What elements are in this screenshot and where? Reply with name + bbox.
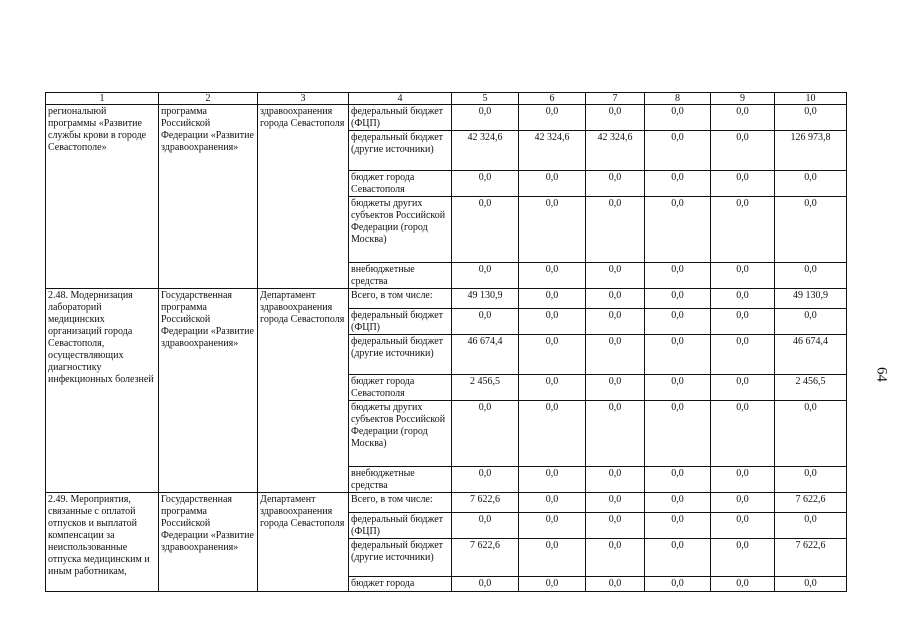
funding-source-cell: федеральный бюджет (ФЦП) <box>349 513 452 539</box>
funding-source-cell: федеральный бюджет (ФЦП) <box>349 105 452 131</box>
amount-cell: 0,0 <box>452 513 519 539</box>
amount-cell: 0,0 <box>519 197 586 263</box>
measure-name-cell: регионалыюй программы «Развитие службы крови в городе Севастополе» <box>46 105 159 289</box>
amount-cell: 0,0 <box>775 401 847 467</box>
table-body <box>46 105 847 592</box>
funding-source-cell: федеральный бюджет (другие источники) <box>349 539 452 577</box>
amount-cell: 0,0 <box>645 401 711 467</box>
amount-cell: 0,0 <box>519 263 586 289</box>
amount-cell: 0,0 <box>645 197 711 263</box>
amount-cell: 0,0 <box>452 197 519 263</box>
amount-cell: 0,0 <box>645 375 711 401</box>
amount-cell: 0,0 <box>586 289 645 309</box>
col-header-10: 10 <box>775 93 847 105</box>
amount-cell: 0,0 <box>452 309 519 335</box>
column-number-row <box>46 93 847 105</box>
amount-cell: 0,0 <box>519 105 586 131</box>
funding-source-cell: бюджеты других субъектов Российской Федерации (город Москва) <box>349 401 452 467</box>
funding-source-cell: Всего, в том числе: <box>349 289 452 309</box>
table-row <box>46 105 847 131</box>
amount-cell: 0,0 <box>711 513 775 539</box>
col-header-8: 8 <box>645 93 711 105</box>
funding-source-cell: федеральный бюджет (другие источники) <box>349 335 452 375</box>
amount-cell: 0,0 <box>645 263 711 289</box>
amount-cell: 7 622,6 <box>452 539 519 577</box>
amount-cell: 0,0 <box>775 171 847 197</box>
amount-cell: 0,0 <box>586 375 645 401</box>
amount-cell: 0,0 <box>519 375 586 401</box>
amount-cell: 0,0 <box>586 335 645 375</box>
amount-cell: 0,0 <box>645 289 711 309</box>
amount-cell: 0,0 <box>775 467 847 493</box>
amount-cell: 0,0 <box>586 401 645 467</box>
amount-cell: 7 622,6 <box>775 493 847 513</box>
program-cell: программа Российской Федерации «Развитие здравоохранения» <box>159 105 258 289</box>
amount-cell: 0,0 <box>519 513 586 539</box>
amount-cell: 0,0 <box>452 577 519 592</box>
amount-cell: 0,0 <box>519 171 586 197</box>
amount-cell: 7 622,6 <box>775 539 847 577</box>
amount-cell: 0,0 <box>586 263 645 289</box>
amount-cell: 0,0 <box>711 401 775 467</box>
amount-cell: 0,0 <box>775 309 847 335</box>
amount-cell: 0,0 <box>452 171 519 197</box>
funding-source-cell: внебюджетные средства <box>349 263 452 289</box>
budget-table <box>45 92 847 592</box>
amount-cell: 0,0 <box>711 131 775 171</box>
executor-cell: здравоохранения города Севастополя <box>258 105 349 289</box>
amount-cell: 0,0 <box>586 513 645 539</box>
amount-cell: 0,0 <box>586 197 645 263</box>
amount-cell: 0,0 <box>711 539 775 577</box>
amount-cell: 0,0 <box>711 263 775 289</box>
amount-cell: 0,0 <box>711 375 775 401</box>
amount-cell: 0,0 <box>711 335 775 375</box>
amount-cell: 0,0 <box>645 493 711 513</box>
amount-cell: 0,0 <box>645 171 711 197</box>
funding-source-cell: Всего, в том числе: <box>349 493 452 513</box>
col-header-2: 2 <box>159 93 258 105</box>
program-cell: Государственная программа Российской Федерации «Развитие здравоохранения» <box>159 493 258 592</box>
col-header-3: 3 <box>258 93 349 105</box>
measure-name-cell: 2.49. Мероприятия, связанные с оплатой отпусков и выплатой компенсации за неиспользованные отпуска медицинским и иным работникам, <box>46 493 159 592</box>
funding-source-cell: федеральный бюджет (другие источники) <box>349 131 452 171</box>
amount-cell: 7 622,6 <box>452 493 519 513</box>
amount-cell: 0,0 <box>519 577 586 592</box>
amount-cell: 2 456,5 <box>775 375 847 401</box>
amount-cell: 0,0 <box>711 197 775 263</box>
col-header-5: 5 <box>452 93 519 105</box>
amount-cell: 0,0 <box>775 197 847 263</box>
funding-source-cell: бюджеты других субъектов Российской Федерации (город Москва) <box>349 197 452 263</box>
amount-cell: 42 324,6 <box>519 131 586 171</box>
page-number: 64 <box>873 367 890 382</box>
amount-cell: 46 674,4 <box>775 335 847 375</box>
amount-cell: 0,0 <box>645 131 711 171</box>
program-cell: Государственная программа Российской Федерации «Развитие здравоохранения» <box>159 289 258 493</box>
amount-cell: 0,0 <box>519 539 586 577</box>
funding-source-cell: федеральный бюджет (ФЦП) <box>349 309 452 335</box>
amount-cell: 0,0 <box>711 467 775 493</box>
funding-source-cell: бюджет города <box>349 577 452 592</box>
amount-cell: 0,0 <box>775 263 847 289</box>
amount-cell: 0,0 <box>519 289 586 309</box>
amount-cell: 0,0 <box>711 493 775 513</box>
executor-cell: Департамент здравоохранения города Севастополя <box>258 493 349 592</box>
amount-cell: 0,0 <box>452 467 519 493</box>
amount-cell: 46 674,4 <box>452 335 519 375</box>
amount-cell: 0,0 <box>775 513 847 539</box>
amount-cell: 2 456,5 <box>452 375 519 401</box>
amount-cell: 0,0 <box>711 577 775 592</box>
amount-cell: 0,0 <box>775 577 847 592</box>
amount-cell: 0,0 <box>645 539 711 577</box>
funding-source-cell: бюджет города Севастополя <box>349 171 452 197</box>
col-header-6: 6 <box>519 93 586 105</box>
amount-cell: 0,0 <box>452 105 519 131</box>
col-header-7: 7 <box>586 93 645 105</box>
amount-cell: 0,0 <box>711 309 775 335</box>
col-header-9: 9 <box>711 93 775 105</box>
amount-cell: 49 130,9 <box>775 289 847 309</box>
amount-cell: 42 324,6 <box>452 131 519 171</box>
amount-cell: 0,0 <box>519 309 586 335</box>
table-row <box>46 289 847 309</box>
amount-cell: 0,0 <box>711 105 775 131</box>
amount-cell: 0,0 <box>586 171 645 197</box>
amount-cell: 0,0 <box>519 335 586 375</box>
amount-cell: 0,0 <box>645 309 711 335</box>
funding-source-cell: бюджет города Севастополя <box>349 375 452 401</box>
amount-cell: 0,0 <box>519 467 586 493</box>
amount-cell: 0,0 <box>645 467 711 493</box>
amount-cell: 0,0 <box>586 539 645 577</box>
amount-cell: 0,0 <box>775 105 847 131</box>
table-row <box>46 493 847 513</box>
amount-cell: 0,0 <box>711 171 775 197</box>
amount-cell: 0,0 <box>586 309 645 335</box>
amount-cell: 0,0 <box>519 401 586 467</box>
amount-cell: 0,0 <box>452 401 519 467</box>
amount-cell: 126 973,8 <box>775 131 847 171</box>
amount-cell: 0,0 <box>586 467 645 493</box>
amount-cell: 0,0 <box>645 513 711 539</box>
col-header-4: 4 <box>349 93 452 105</box>
col-header-1: 1 <box>46 93 159 105</box>
amount-cell: 0,0 <box>586 577 645 592</box>
amount-cell: 0,0 <box>452 263 519 289</box>
amount-cell: 0,0 <box>645 335 711 375</box>
executor-cell: Департамент здравоохранения города Севастополя <box>258 289 349 493</box>
funding-source-cell: внебюджетные средства <box>349 467 452 493</box>
amount-cell: 49 130,9 <box>452 289 519 309</box>
amount-cell: 0,0 <box>645 577 711 592</box>
amount-cell: 0,0 <box>711 289 775 309</box>
amount-cell: 0,0 <box>519 493 586 513</box>
amount-cell: 0,0 <box>645 105 711 131</box>
amount-cell: 0,0 <box>586 105 645 131</box>
measure-name-cell: 2.48. Модернизация лабораторий медицинских организаций города Севастополя, осуществляющих диагностику инфекционных болезней <box>46 289 159 493</box>
amount-cell: 0,0 <box>586 493 645 513</box>
amount-cell: 42 324,6 <box>586 131 645 171</box>
